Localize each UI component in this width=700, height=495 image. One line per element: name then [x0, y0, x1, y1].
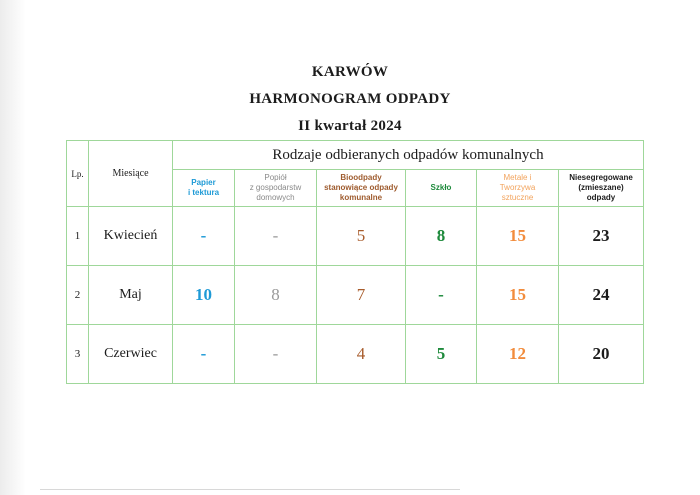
row-lp: 3 — [67, 325, 89, 384]
row-lp: 1 — [67, 207, 89, 266]
header-title: HARMONOGRAM ODPADY — [249, 91, 451, 107]
header-village: KARWÓW — [311, 64, 389, 80]
row-month: Maj — [89, 266, 173, 325]
category-header-papier: Papier i tektura — [173, 170, 235, 207]
cell-papier: - — [173, 325, 235, 384]
column-header-lp: Lp. — [67, 141, 89, 207]
cell-szklo: 8 — [406, 207, 477, 266]
cell-szklo: 5 — [406, 325, 477, 384]
cell-papier: 10 — [173, 266, 235, 325]
category-header-niesegregowane: Niesegregowane (zmieszane) odpady — [559, 170, 644, 207]
category-header-metale: Metale i Tworzywa sztuczne — [477, 170, 559, 207]
cell-bioodpady: 7 — [317, 266, 406, 325]
cell-popiol: - — [235, 207, 317, 266]
header-quarter: II kwartał 2024 — [298, 118, 402, 134]
column-header-month: Miesiące — [89, 141, 173, 207]
schedule-table — [66, 140, 644, 384]
cell-metale: 15 — [477, 207, 559, 266]
category-header-bioodpady: Bioodpady stanowiące odpady komunalne — [317, 170, 406, 207]
row-month: Kwiecień — [89, 207, 173, 266]
table-row — [67, 266, 644, 325]
cell-bioodpady: 5 — [317, 207, 406, 266]
document-header — [0, 60, 700, 138]
cell-popiol: 8 — [235, 266, 317, 325]
cell-szklo: - — [406, 266, 477, 325]
table-row — [67, 325, 644, 384]
cell-popiol: - — [235, 325, 317, 384]
cell-niesegregowane: 20 — [559, 325, 644, 384]
table-row — [67, 207, 644, 266]
row-month: Czerwiec — [89, 325, 173, 384]
cell-niesegregowane: 24 — [559, 266, 644, 325]
category-header-szklo: Szkło — [406, 170, 477, 207]
cell-bioodpady: 4 — [317, 325, 406, 384]
cell-papier: - — [173, 207, 235, 266]
group-header: Rodzaje odbieranych odpadów komunalnych — [173, 141, 644, 170]
cell-metale: 15 — [477, 266, 559, 325]
cell-niesegregowane: 23 — [559, 207, 644, 266]
row-lp: 2 — [67, 266, 89, 325]
cell-metale: 12 — [477, 325, 559, 384]
category-header-popiol: Popiół z gospodarstw domowych — [235, 170, 317, 207]
scan-artifact-line — [40, 489, 460, 490]
